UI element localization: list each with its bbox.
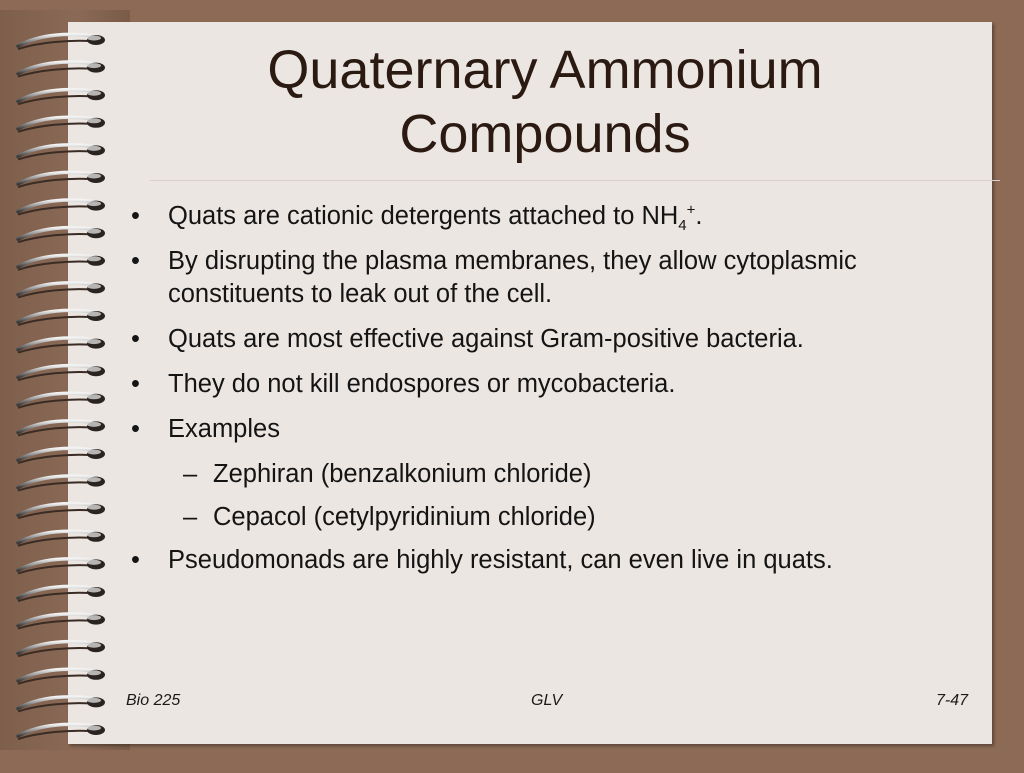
title-divider <box>150 180 1000 181</box>
bullet-text: Quats are cationic detergents attached to NH <box>168 202 679 230</box>
bullet-item-6 <box>125 544 985 577</box>
spiral-coil <box>18 393 105 408</box>
spiral-binding-graphic <box>0 0 130 768</box>
footer-author: GLV <box>531 692 563 709</box>
bullet-item-3 <box>125 323 985 356</box>
spiral-coil <box>18 228 105 243</box>
bullet-item-4 <box>125 368 985 401</box>
bullet-marker: • <box>131 247 140 275</box>
bullet-item-1 <box>125 200 985 233</box>
sub-bullet-text: Cepacol (cetylpyridinium chloride) <box>213 503 596 531</box>
spiral-coil <box>18 310 105 325</box>
bullet-text: Quats are most effective against Gram-positive bacteria. <box>168 325 804 353</box>
spiral-binding <box>0 0 130 768</box>
spiral-coil <box>18 34 105 49</box>
sub-bullet-text: Zephiran (benzalkonium chloride) <box>213 460 592 488</box>
bullet-marker: • <box>131 546 140 574</box>
spiral-coil <box>18 504 105 519</box>
slide-content <box>125 200 985 589</box>
bullet-marker: • <box>131 370 140 398</box>
subscript-4: 4 <box>678 217 687 235</box>
spiral-coil <box>18 586 105 601</box>
footer-course: Bio 225 <box>126 692 181 709</box>
spiral-coil <box>18 117 105 132</box>
bullet-text: They do not kill endospores or mycobacteria. <box>168 370 676 398</box>
spiral-coil <box>18 283 105 298</box>
bullet-marker: • <box>131 415 140 443</box>
bullet-text: Pseudomonads are highly resistant, can even live in quats. <box>168 546 833 574</box>
slide-title: Quaternary Ammonium Compounds <box>267 40 823 164</box>
spiral-coil <box>18 669 105 684</box>
dash-marker: – <box>183 460 198 488</box>
spiral-coil <box>18 614 105 629</box>
spiral-coil <box>18 476 105 491</box>
bullet-item-2 <box>125 245 985 311</box>
superscript-plus: + <box>686 201 696 219</box>
spiral-coil <box>18 559 105 574</box>
spiral-coil <box>18 172 105 187</box>
spiral-coil <box>18 642 105 657</box>
spiral-coil <box>18 421 105 436</box>
spiral-coil <box>18 448 105 463</box>
spiral-coil <box>18 255 105 270</box>
bullet-text-tail: . <box>695 202 703 230</box>
sub-bullet-1 <box>125 458 985 491</box>
sub-bullet-2 <box>125 501 985 534</box>
footer-slide-number: 7-47 <box>936 692 969 709</box>
spiral-coil <box>18 724 105 739</box>
bullet-text: By disrupting the plasma membranes, they allow cytoplasmic constituents to leak out of the cell. <box>168 247 857 308</box>
spiral-coil <box>18 697 105 712</box>
spiral-coil <box>18 531 105 546</box>
spiral-coil <box>18 90 105 105</box>
bullet-text: Examples <box>168 415 280 443</box>
spiral-coil <box>18 200 105 215</box>
dash-marker: – <box>183 503 198 531</box>
bullet-marker: • <box>131 325 140 353</box>
bullet-marker: • <box>131 202 140 230</box>
spiral-coil <box>18 338 105 353</box>
spiral-coil <box>18 366 105 381</box>
bullet-item-5 <box>125 413 985 446</box>
spiral-coil <box>18 62 105 77</box>
spiral-coil <box>18 145 105 160</box>
